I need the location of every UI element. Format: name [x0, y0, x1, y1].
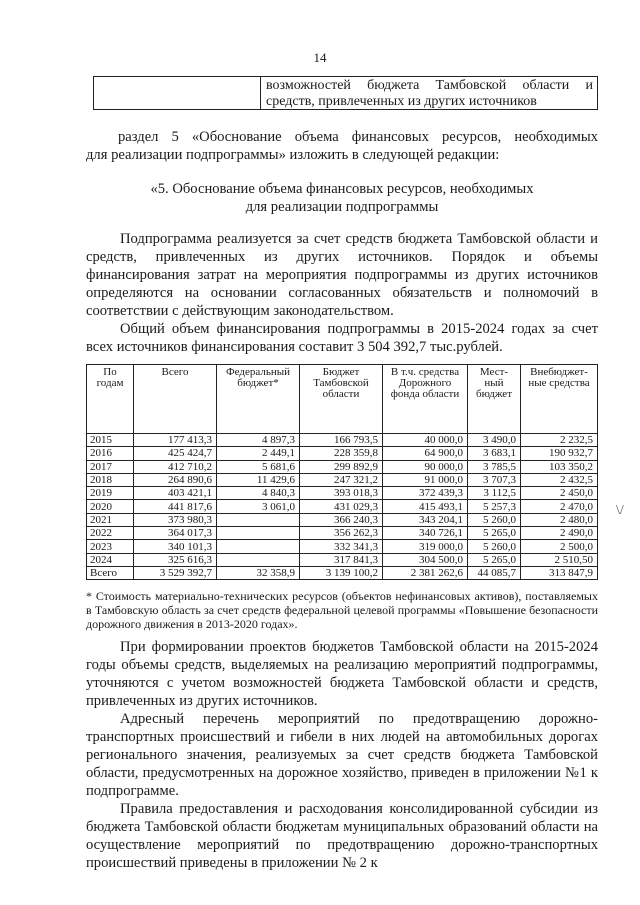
table-cell: 44 085,7: [468, 566, 521, 579]
header-extrabudget: Внебюджет-ные средства: [521, 365, 598, 434]
paragraph-3: При формировании проектов бюджетов Тамбовской области на 2015-2024 годы объемы средств, выделяемых на реализацию мероприятий подпрограммы, уточняются с учетом возможностей бюджета Тамбовской области и средств, привлеченных из других источников.: [86, 639, 598, 709]
table-cell: 2 500,0: [521, 540, 598, 553]
continuation-line-2: средств, привлеченных из других источников: [266, 94, 537, 109]
table-cell: 228 359,8: [300, 447, 383, 460]
table-cell: 393 018,3: [300, 487, 383, 500]
table-cell: 32 358,9: [217, 566, 300, 579]
table-cell: 91 000,0: [383, 473, 468, 486]
table-cell: 2 381 262,6: [383, 566, 468, 579]
table-row: [87, 513, 598, 526]
table-cell: 3 683,1: [468, 447, 521, 460]
table-row: [87, 487, 598, 500]
table-cell: 319 000,0: [383, 540, 468, 553]
table-cell: 2018: [87, 473, 134, 486]
paragraph-2: Общий объем финансирования подпрограммы в 2015-2024 годах за счет всех источников финансирования составит 3 504 392,7 тыс.рублей.: [86, 321, 598, 355]
table-cell: 11 429,6: [217, 473, 300, 486]
header-road-fund: В т.ч. средства Дорожного фонда области: [383, 365, 468, 434]
table-cell: 3 785,5: [468, 460, 521, 473]
continuation-line-1: возможностей бюджета Тамбовской области и: [266, 78, 593, 93]
table-cell: 5 260,0: [468, 540, 521, 553]
intro-line-1: [118, 128, 598, 146]
table-cell: 2016: [87, 447, 134, 460]
table-cell: 403 421,1: [134, 487, 217, 500]
table-header-row: [87, 365, 598, 434]
financing-table: [86, 364, 598, 580]
margin-mark: \/: [616, 503, 624, 518]
table-cell: [217, 527, 300, 540]
table-row: [87, 553, 598, 566]
table-row: [87, 540, 598, 553]
table-cell: 5 681,6: [217, 460, 300, 473]
table-cell: 2023: [87, 540, 134, 553]
table-cell: 3 707,3: [468, 473, 521, 486]
header-federal: Федеральный бюджет*: [217, 365, 300, 434]
table-cell: 325 616,3: [134, 553, 217, 566]
table-cell: 64 900,0: [383, 447, 468, 460]
table-cell: 343 204,1: [383, 513, 468, 526]
table-cell: 4 840,3: [217, 487, 300, 500]
table-cell: 364 017,3: [134, 527, 217, 540]
table-cell: 5 265,0: [468, 527, 521, 540]
table-cell: 3 061,0: [217, 500, 300, 513]
table-cell: 2 490,0: [521, 527, 598, 540]
header-total: Всего: [134, 365, 217, 434]
table-cell: 2017: [87, 460, 134, 473]
table-cell: 431 029,3: [300, 500, 383, 513]
table-cell: 3 529 392,7: [134, 566, 217, 579]
table-cell: 2 232,5: [521, 434, 598, 447]
table-cell: 2015: [87, 434, 134, 447]
paragraph-5: [86, 800, 598, 872]
continuation-table: [93, 76, 598, 110]
table-cell: 2019: [87, 487, 134, 500]
table-cell: 40 000,0: [383, 434, 468, 447]
table-row: [87, 473, 598, 486]
table-row: [87, 447, 598, 460]
table-cell: 166 793,5: [300, 434, 383, 447]
paragraph-1: Подпрограмма реализуется за счет средств бюджета Тамбовской области и средств, привлеченных из других источников. Порядок и объемы финансирования затрат на мероприятия подпрограммы из других источников определяются на основании согласованных обязательств и полномочий в соответствии с действующим законодательством.: [86, 231, 598, 319]
table-cell: 372 439,3: [383, 487, 468, 500]
intro-text-1: раздел 5 «Обоснование объема финансовых ресурсов, необходимых: [118, 129, 598, 145]
heading-line-2: для реализации подпрограммы: [245, 199, 439, 215]
table-cell: 441 817,6: [134, 500, 217, 513]
table-cell: 2 510,50: [521, 553, 598, 566]
table-cell: 415 493,1: [383, 500, 468, 513]
heading-line-1: «5. Обоснование объема финансовых ресурсов, необходимых: [150, 181, 534, 197]
table-cell: 2020: [87, 500, 134, 513]
table-cell: 5 260,0: [468, 513, 521, 526]
table-cell: 2024: [87, 553, 134, 566]
table-cell: 2 450,0: [521, 487, 598, 500]
table-cell: 425 424,7: [134, 447, 217, 460]
table-cell: 4 897,3: [217, 434, 300, 447]
table-cell: 332 341,3: [300, 540, 383, 553]
table-cell: 2021: [87, 513, 134, 526]
table-cell: [217, 513, 300, 526]
table-cell: 3 139 100,2: [300, 566, 383, 579]
table-row: [87, 527, 598, 540]
intro-line-2: для реализации подпрограммы» изложить в следующей редакции:: [86, 147, 500, 163]
table-divider: [260, 77, 261, 109]
table-cell: 366 240,3: [300, 513, 383, 526]
paragraph-5-text: Правила предоставления и расходования консолидированной субсидии из бюджета Тамбовской области бюджетам муниципальных образований области на осуществление мероприятий по предотвращению дорожно-транспортных происшествий приведены в приложении № 2 к: [86, 801, 598, 871]
table-cell: 3 490,0: [468, 434, 521, 447]
table-cell: 2 480,0: [521, 513, 598, 526]
table-row: [87, 500, 598, 513]
table-cell: 2 470,0: [521, 500, 598, 513]
table-cell: 3 112,5: [468, 487, 521, 500]
table-cell: 304 500,0: [383, 553, 468, 566]
header-years: По годам: [87, 365, 134, 434]
table-cell: 299 892,9: [300, 460, 383, 473]
table-row: [87, 434, 598, 447]
table-total-row: [87, 566, 598, 579]
table-cell: [217, 540, 300, 553]
header-local: Мест-ный бюджет: [468, 365, 521, 434]
table-cell: 190 932,7: [521, 447, 598, 460]
footnote: * Стоимость материально-технических ресурсов (объектов нефинансовых активов), поставляемых в Тамбовскую область за счет средств федеральной целевой программы «Повышение безопасности дорожного движения в 2013-2020 годах».: [86, 589, 598, 631]
table-cell: 264 890,6: [134, 473, 217, 486]
table-cell: 2022: [87, 527, 134, 540]
table-cell: 177 413,3: [134, 434, 217, 447]
table-cell: Всего: [87, 566, 134, 579]
table-cell: 103 350,2: [521, 460, 598, 473]
section-heading: [86, 180, 598, 216]
table-cell: 340 726,1: [383, 527, 468, 540]
paragraph-4: Адресный перечень мероприятий по предотвращению дорожно-транспортных происшествий и гибели в них людей на автомобильных дорогах регионального значения, реализуемых за счет средств бюджета Тамбовской области, предусмотренных на дорожное хозяйство, приведен в приложении №1 к подпрограмме.: [86, 711, 598, 799]
table-cell: 90 000,0: [383, 460, 468, 473]
table-cell: 2 432,5: [521, 473, 598, 486]
table-cell: 5 257,3: [468, 500, 521, 513]
table-cell: 373 980,3: [134, 513, 217, 526]
page-number: 14: [313, 50, 327, 65]
table-cell: 317 841,3: [300, 553, 383, 566]
table-cell: [217, 553, 300, 566]
table-cell: 412 710,2: [134, 460, 217, 473]
table-cell: 247 321,2: [300, 473, 383, 486]
table-row: [87, 460, 598, 473]
table-cell: 5 265,0: [468, 553, 521, 566]
table-cell: 356 262,3: [300, 527, 383, 540]
table-cell: 313 847,9: [521, 566, 598, 579]
table-cell: 340 101,3: [134, 540, 217, 553]
table-cell: 2 449,1: [217, 447, 300, 460]
continuation-cell: [266, 78, 593, 110]
header-regional: Бюджет Тамбовской области: [300, 365, 383, 434]
